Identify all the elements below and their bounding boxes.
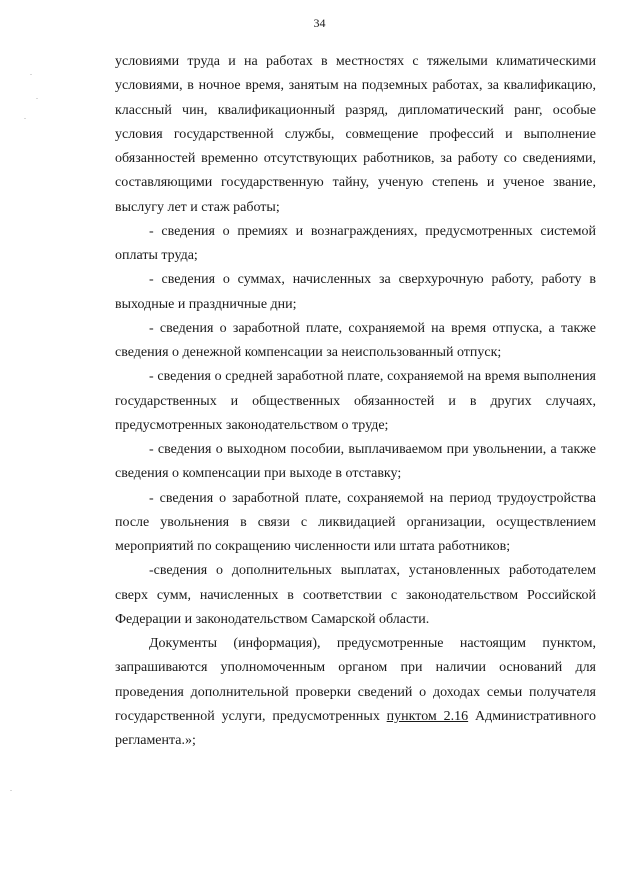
scan-speck [30, 74, 32, 75]
paragraph-severance: - сведения о выходном пособии, выплачиваемом при увольнении, а также сведения о компенсации при выходе в отставку; [115, 442, 596, 482]
scan-speck [24, 118, 26, 119]
paragraph-continuation: условиями труда и на работах в местностях с тяжелыми климатическими условиями, в ночное время, занятым на подземных работах, за квалификацию, классный чин, квалификационный разряд, дипломатический ранг, особые условия государственной службы, совмещение профессий и выполнение обязанностей временно отсутствующих работников, за работу со сведениями, составляющими государственную тайну, ученую степень и ученое звание, выслугу лет и стаж работы; [115, 54, 596, 215]
paragraph-vacation-pay: - сведения о заработной плате, сохраняемой на время отпуска, а также сведения о денежной компенсации за неиспользованный отпуск; [115, 320, 596, 360]
paragraph-average-pay: - сведения о средней заработной плате, сохраняемой на время выполнения государственных и общественных обязанностей и в других случаях, предусмотренных законодательством о труде; [115, 369, 596, 433]
paragraph-additional-payments: -сведения о дополнительных выплатах, установленных работодателем сверх сумм, начисленных в соответствии с законодательством Российской Федерации и законодательством Самарской области. [115, 563, 596, 627]
scan-speck [10, 790, 12, 791]
documents-text-before-link: Документы (информация), предусмотренные настоящим пунктом, запрашиваются уполномоченным органом при наличии оснований для проведения дополнительной проверки сведений о доходах семьи получателя государственной услуги, предусмотренных [115, 636, 596, 724]
paragraph-documents-request [115, 632, 596, 753]
page-number: 34 [313, 16, 326, 30]
paragraph-overtime: - сведения о суммах, начисленных за сверхурочную работу, работу в выходные и праздничные дни; [115, 272, 596, 312]
scan-speck [36, 98, 38, 99]
clause-2-16-link[interactable]: пунктом 2.16 [386, 708, 469, 724]
paragraph-bonuses: - сведения о премиях и вознаграждениях, предусмотренных системой оплаты труда; [115, 223, 596, 263]
document-body [115, 50, 596, 753]
documents-text-after-link: Административного регламента.»; [115, 708, 596, 748]
paragraph-job-search-pay: - сведения о заработной плате, сохраняемой на период трудоустройства после увольнения в связи с ликвидацией организации, осуществлением мероприятий по сокращению численности или штата работников; [115, 490, 596, 554]
